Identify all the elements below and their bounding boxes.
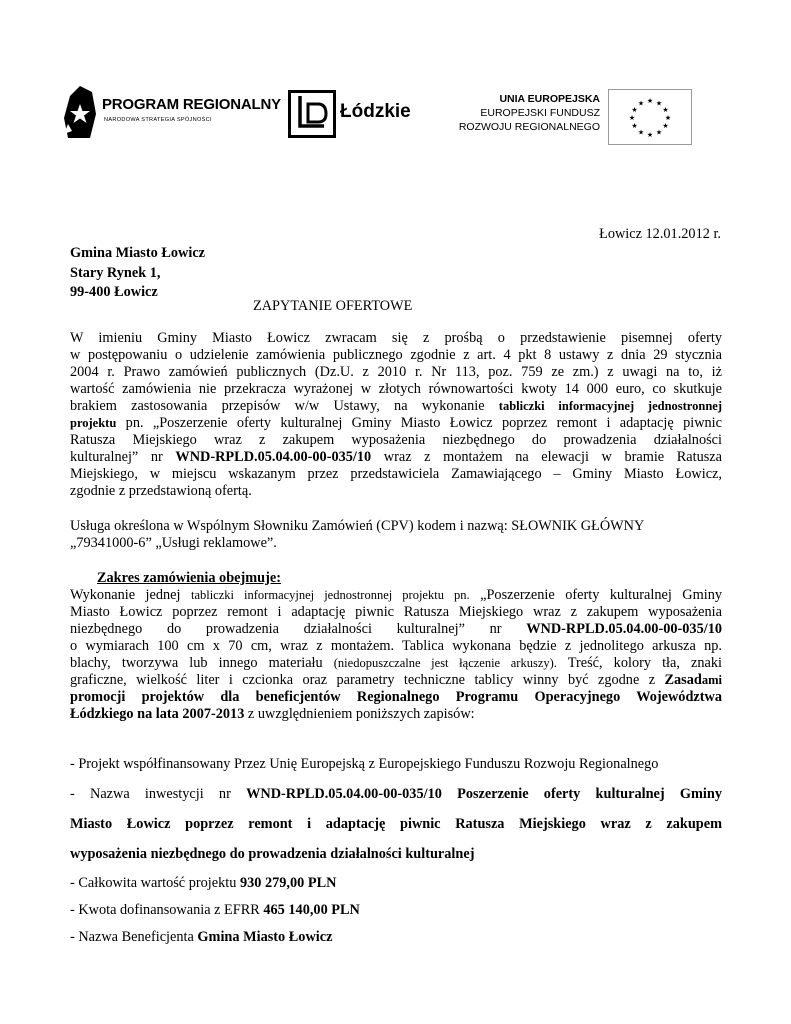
project-number: WND-RPLD.05.04.00-00-035/10 [175,449,372,465]
p2-line: „79341000-6” „Usługi reklamowe”. [70,535,277,551]
eu-flag-icon [608,89,692,145]
svg-text:★: ★ [646,97,654,105]
p3-line: promocji projektów dla beneficjentów Regionalnego Programu Operacyjnego Województwa [70,689,722,705]
item-investment-name [70,785,722,803]
p1-line: Miejskiego, w miejscu wskazanym przez przedstawiciela Zamawiającego – Gminy Miasto Łowicz, [70,466,722,482]
item-investment-name: Miasto Łowicz poprzez remont i adaptację piwnic Ratusza Miejskiego wraz z zakupem [70,816,722,832]
p1-line: 2004 r. Prawo zamówień publicznych (Dz.U. z 2010 r. Nr 113, poz. 759 ze zm.) z uwagi na to, iż [70,364,722,380]
text-run: Wykonanie jednej [70,587,191,603]
text-run: - Nazwa inwestycji nr [70,786,247,802]
eu-line3: ROZWOJU REGIONALNEGO [458,121,600,133]
p1-line [70,448,722,466]
svg-text:★: ★ [637,128,645,137]
p1-line: zgodnie z przedstawioną ofertą. [70,483,252,499]
text-run-bold: projektu [70,416,117,430]
text-run-bold: WND-RPLD.05.04.00-00-035/10 Poszerzenie oferty kulturalnej Gminy [246,786,722,802]
svg-text:★: ★ [628,114,636,122]
letter-date: Łowicz 12.01.2012 r. [599,226,721,242]
text-run-bold: Łódzkiego na lata 2007-2013 [70,706,245,722]
text-run-bold: 930 279,00 PLN [239,875,337,891]
program-regionalny-logo [62,84,281,140]
svg-text:★: ★ [631,106,638,114]
p3-line [70,586,722,604]
program-subtitle: NARODOWA STRATEGIA SPÓJNOŚCI [104,117,212,123]
text-run: brakiem zastosowania przepisów w/w Ustawy, na wykonanie [70,398,499,414]
item-cofinanced: - Projekt współfinansowany Przez Unię Europejską z Europejskiego Funduszu Rozwoju Regionalnego [70,756,659,772]
project-number: WND-RPLD.05.04.00-00-035/10 [526,621,722,637]
p1-line [70,414,722,432]
p2-line: Usługa określona w Wspólnym Słowniku Zamówień (CPV) kodem i nazwą: SŁOWNIK GŁÓWNY [70,518,645,534]
svg-text:★: ★ [662,122,669,130]
text-run: tabliczki informacyjnej jednostronnej projektu pn. [190,588,470,602]
eu-fund-text [459,92,600,134]
program-title: PROGRAM REGIONALNY [102,96,281,113]
svg-text:★: ★ [631,122,638,130]
p1-line [70,397,722,415]
svg-text:★: ★ [664,114,672,122]
p1-line: Ratusza Miejskiego wraz z zakupem wyposażenia niezbędnego do prowadzenia działalności [70,432,722,448]
text-run: kulturalnej” nr [70,449,176,465]
text-run: wraz z montażem na elewacji w bramie Ratusza [371,449,722,465]
text-run: (niedopuszczalne jest łączenie arkuszy). [333,656,557,670]
document-title: ZAPYTANIE OFERTOWE [253,298,413,314]
text-run-bold: 465 140,00 PLN [263,902,360,918]
text-run: - Kwota dofinansowania z EFRR [70,902,264,918]
address-line-3: 99-400 Łowicz [70,284,158,300]
p3-line [70,654,722,672]
text-run-bold: tabliczki informacyjnej jednostronnej [498,399,722,413]
text-run-bold: Gmina Miasto Łowicz [197,929,333,945]
svg-text:★: ★ [655,128,663,137]
svg-text:★: ★ [662,106,669,114]
eu-logo [446,88,692,144]
region-name: Łódzkie [340,101,411,122]
text-run-bold: Zasad [664,672,702,688]
p1-line: w postępowaniu o udzielenie zamówienia publicznego zgodnie z art. 4 pkt 8 ustawy z dnia 29 stycznia [70,347,722,363]
svg-text:★: ★ [637,99,645,108]
text-run: z uwzględnieniem poniższych zapisów: [244,706,475,722]
eu-line1: UNIA EUROPEJSKA [499,93,600,105]
item-total-value [70,874,336,892]
text-run: niezbędnego do prowadzenia działalności kulturalnej” nr [70,621,527,637]
item-cofinancing-amount [70,901,360,919]
p3-line [70,705,722,723]
text-run: pn. „Poszerzenie oferty kulturalnej Gminy Miasto Łowicz poprzez remont i adaptację piwnic [116,415,722,431]
eu-line2: EUROPEJSKI FUNDUSZ [480,107,600,119]
p3-line [70,620,722,638]
svg-text:★: ★ [655,99,663,108]
lodzkie-logo [288,88,420,140]
star-figure-icon [62,84,98,140]
p1-line: W imieniu Gminy Miasto Łowicz zwracam się z prośbą o przedstawienie pisemnej oferty [70,330,722,346]
p3-line: o wymiarach 100 cm x 70 cm, wraz z montażem. Tablica wykonana będzie z jednolitego arkusza np. [70,638,722,654]
p3-line [70,671,722,689]
scope-heading: Zakres zamówienia obejmuje: [97,570,281,586]
svg-text:★: ★ [646,131,654,139]
text-run: - Nazwa Beneficjenta [70,929,198,945]
text-run: blachy, tworzywa lub innego materiału [70,655,334,671]
address-line-2: Stary Rynek 1, [70,265,161,281]
item-investment-name: wyposażenia niezbędnego do prowadzenia działalności kulturalnej [70,846,475,862]
text-run: graficzne, wielkość liter i czcionka oraz parametry techniczne tablicy winny być zgodne z [70,672,665,688]
p1-line: wartość zamówienia nie przekracza wyrażonej w złotych równowartości kwoty 14 000 euro, co skutkuje [70,381,722,397]
p3-line: Miasto Łowicz poprzez remont i adaptację piwnic Ratusza Miejskiego wraz z zakupem wyposażenia [70,604,722,620]
text-run: „Poszerzenie oferty kulturalnej Gminy [469,587,723,603]
text-run: Treść, kolory tła, znaki [556,655,723,671]
text-run: - Całkowita wartość projektu [70,875,240,891]
lodzkie-emblem-icon [288,90,336,138]
item-beneficiary [70,928,332,946]
address-line-1: Gmina Miasto Łowicz [70,245,206,261]
text-run-bold: ami [701,673,722,687]
